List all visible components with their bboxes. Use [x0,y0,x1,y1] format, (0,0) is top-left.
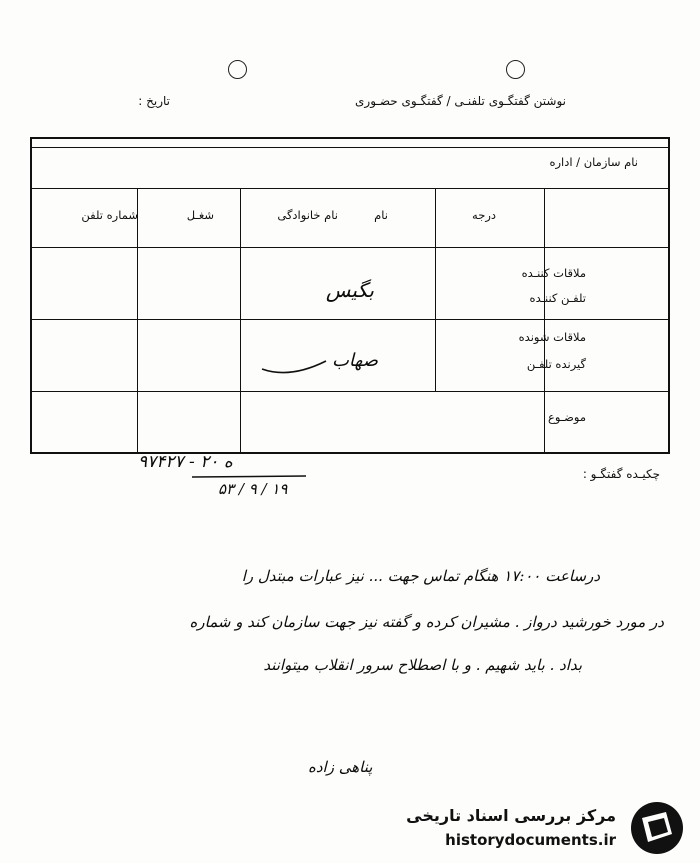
col-divider-1 [137,188,138,452]
col-rank: درجه [472,208,496,222]
caller-row-divider [32,319,668,320]
watermark [398,798,688,858]
col-name: نام [374,208,388,222]
col-job: شغـل [186,208,214,222]
col-divider-2 [240,188,241,452]
row-subject: موضـوع [547,410,586,424]
col-divider-4 [544,188,545,452]
date-label: تاریخ : [138,94,170,108]
watermark-url: historydocuments.ir [445,831,616,849]
handwritten-receiver-flourish [260,355,330,379]
handwritten-ref-number: ۹۷۴۲۷ - ۲۰ ه [138,452,233,472]
handwritten-ref-date: ۵۳ / ۹ / ۱۹ [218,480,288,498]
org-label: نام سازمان / اداره [549,155,638,169]
col-divider-3 [435,188,436,392]
col-phone: شماره تلفن [81,208,138,222]
punch-hole-right [506,60,525,79]
form-title: نوشتن گفتگـوی تلفنـی / گفتگـوی حضـوری [355,94,566,108]
handwritten-receiver-name: صهاب [331,350,378,371]
punch-hole-left [228,60,247,79]
row-caller-2: تلفـن کننـده [529,291,586,305]
row-caller-1: ملاقات کننـده [521,266,586,280]
handwritten-line-3: بداد . باید شهیم . و با اصطلاح سرور انقلاب میتوانند [263,656,582,674]
handwritten-signature: پناهی زاده [308,758,373,776]
table-inner-top-rule [32,147,668,148]
row-receiver-2: گیرنده تلفـن [526,357,586,371]
column-header-divider [32,247,668,248]
handwritten-line-2: در مورد خورشید درواز . مشیران کرده و گفته نیز جهت سازمان کند و شماره [189,613,664,631]
org-row-divider [32,188,668,189]
col-family: نام خانوادگی [277,208,338,222]
receiver-row-divider [32,391,668,392]
row-receiver-1: ملاقات شونده [518,330,586,344]
watermark-title: مرکز بررسی اسناد تاریخی [406,806,616,825]
handwritten-line-1: درساعت ۱۷:۰۰ هنگام تماس جهت ... نیز عبارات مبتدل را [241,567,600,585]
handwritten-caller-name: بگیس [325,278,374,302]
archive-logo-icon [628,800,686,856]
summary-label: چکیـده گفتگـو : [582,467,660,481]
